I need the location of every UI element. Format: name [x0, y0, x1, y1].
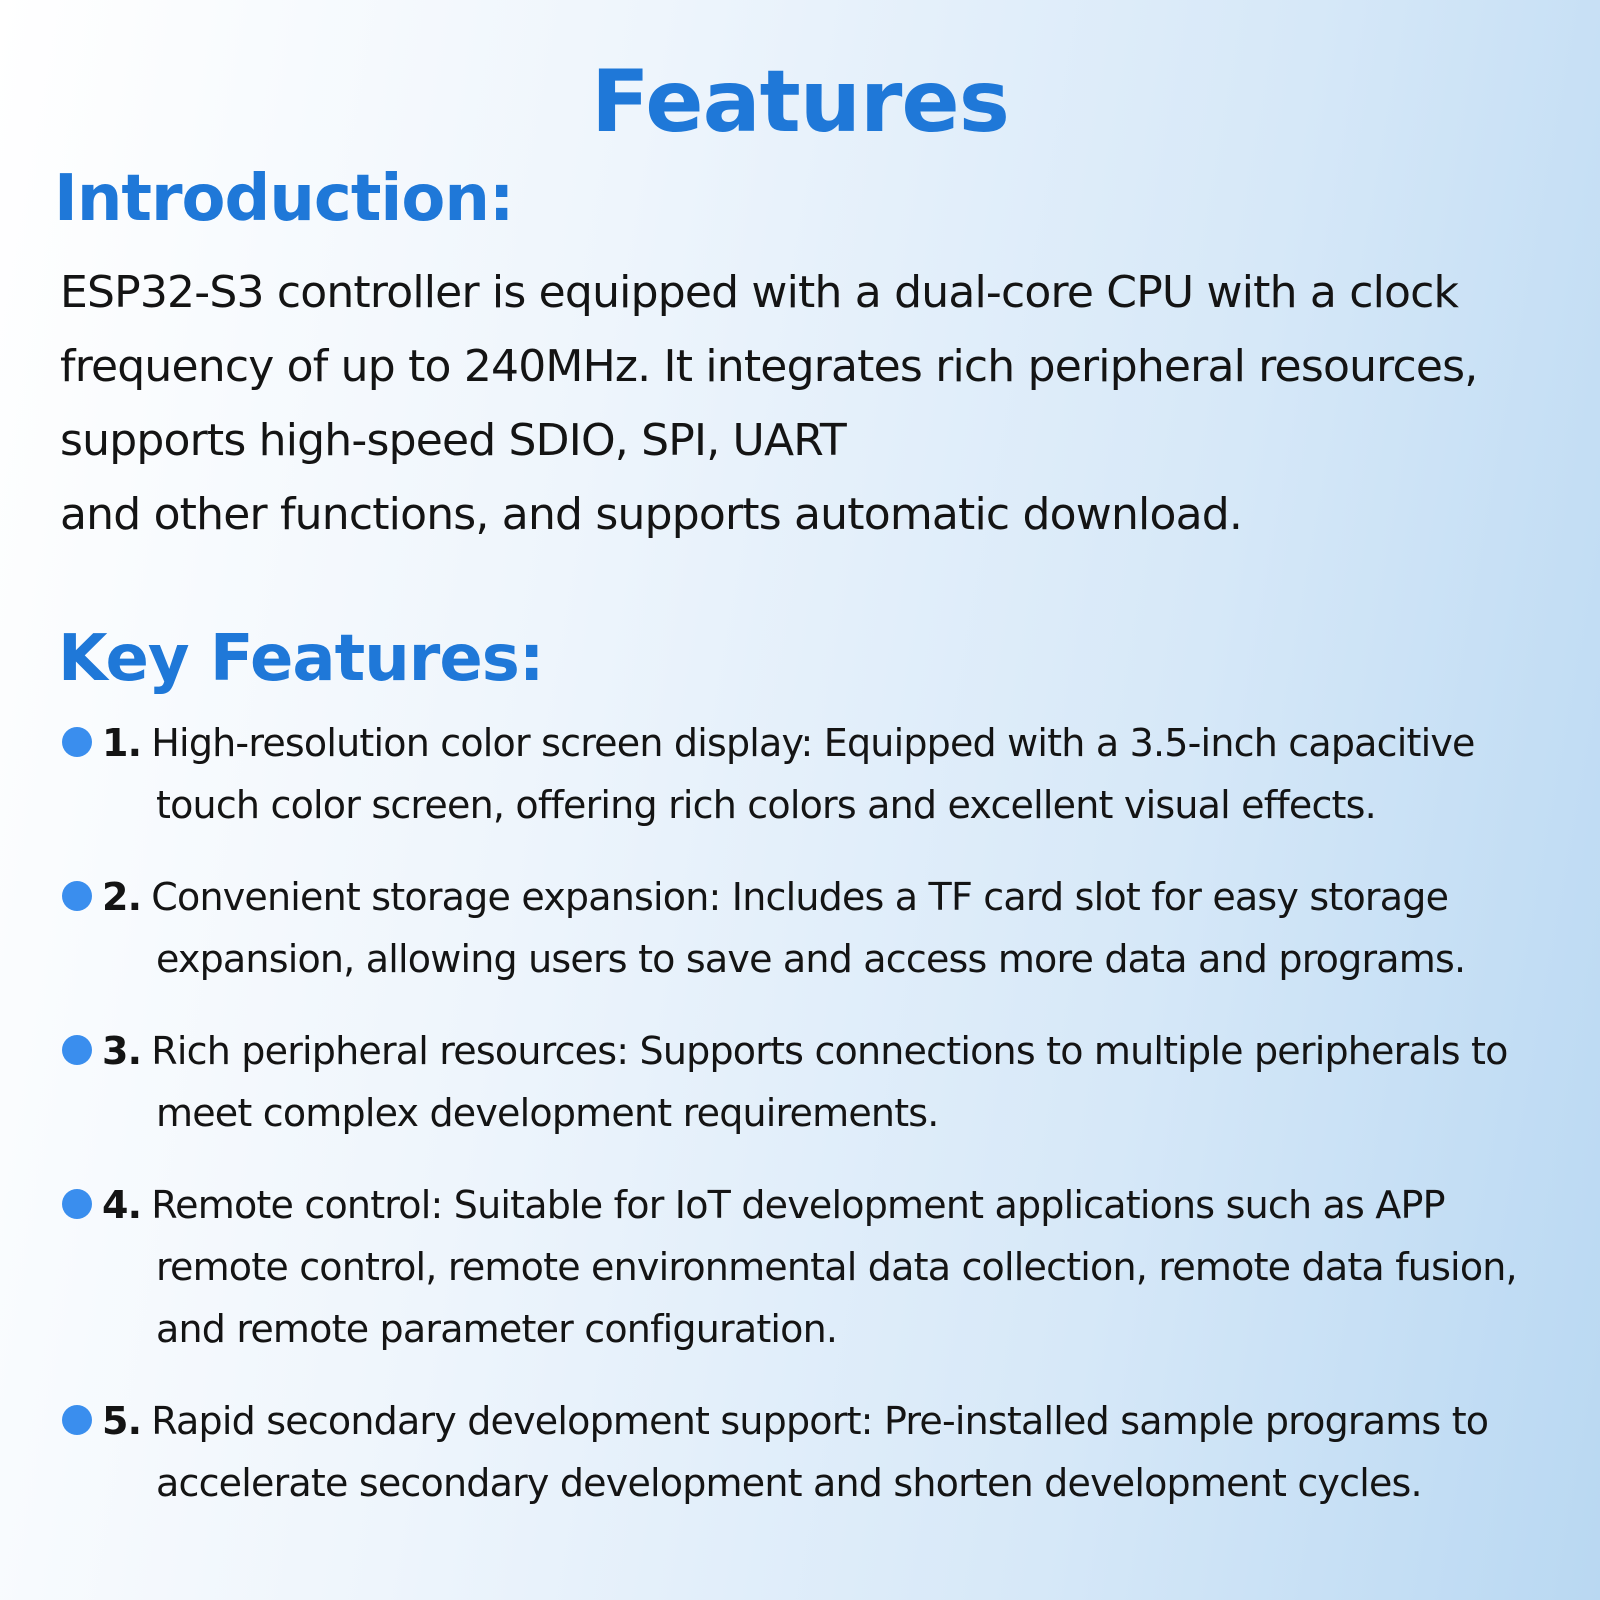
feature-text: Rapid secondary development support: Pre-installed sample programs to: [151, 1399, 1489, 1443]
introduction-line: supports high-speed SDIO, SPI, UART: [60, 415, 846, 466]
feature-line: expansion, allowing users to save and access more data and programs.: [156, 937, 1466, 981]
feature-item-3: [60, 1020, 1580, 1144]
page-title: Features: [591, 52, 1009, 152]
introduction-line: frequency of up to 240MHz. It integrates rich peripheral resources,: [60, 341, 1478, 392]
bullet-dot-icon: [62, 1405, 92, 1435]
feature-text: Rich peripheral resources: Supports connections to multiple peripherals to: [151, 1029, 1508, 1073]
feature-number: 5.: [102, 1399, 142, 1443]
feature-line: remote control, remote environmental data collection, remote data fusion,: [156, 1245, 1517, 1289]
feature-line: [60, 1390, 1580, 1452]
bullet-dot-icon: [62, 1035, 92, 1065]
key-features-heading: Key Features:: [58, 622, 544, 696]
introduction-paragraph: [60, 256, 1580, 552]
feature-line: [60, 712, 1580, 774]
feature-text: Convenient storage expansion: Includes a TF card slot for easy storage: [151, 875, 1449, 919]
feature-line: meet complex development requirements.: [156, 1091, 939, 1135]
bullet-dot-icon: [62, 727, 92, 757]
feature-number: 1.: [102, 721, 142, 765]
introduction-heading: Introduction:: [54, 162, 514, 236]
feature-line: [60, 1020, 1580, 1082]
feature-item-5: [60, 1390, 1580, 1514]
feature-number: 2.: [102, 875, 142, 919]
feature-line: accelerate secondary development and shorten development cycles.: [156, 1461, 1422, 1505]
feature-number: 4.: [102, 1183, 142, 1227]
feature-line: [60, 866, 1580, 928]
introduction-line: ESP32-S3 controller is equipped with a dual-core CPU with a clock: [60, 267, 1459, 318]
feature-text: High-resolution color screen display: Equipped with a 3.5-inch capacitive: [151, 721, 1475, 765]
feature-item-1: [60, 712, 1580, 836]
feature-line: and remote parameter configuration.: [156, 1307, 838, 1351]
bullet-dot-icon: [62, 1189, 92, 1219]
introduction-line: and other functions, and supports automatic download.: [60, 489, 1243, 540]
feature-number: 3.: [102, 1029, 142, 1073]
feature-line: [60, 1174, 1580, 1236]
bullet-dot-icon: [62, 881, 92, 911]
feature-text: Remote control: Suitable for IoT development applications such as APP: [151, 1183, 1445, 1227]
feature-item-4: [60, 1174, 1580, 1360]
feature-item-2: [60, 866, 1580, 990]
feature-line: touch color screen, offering rich colors and excellent visual effects.: [156, 783, 1376, 827]
